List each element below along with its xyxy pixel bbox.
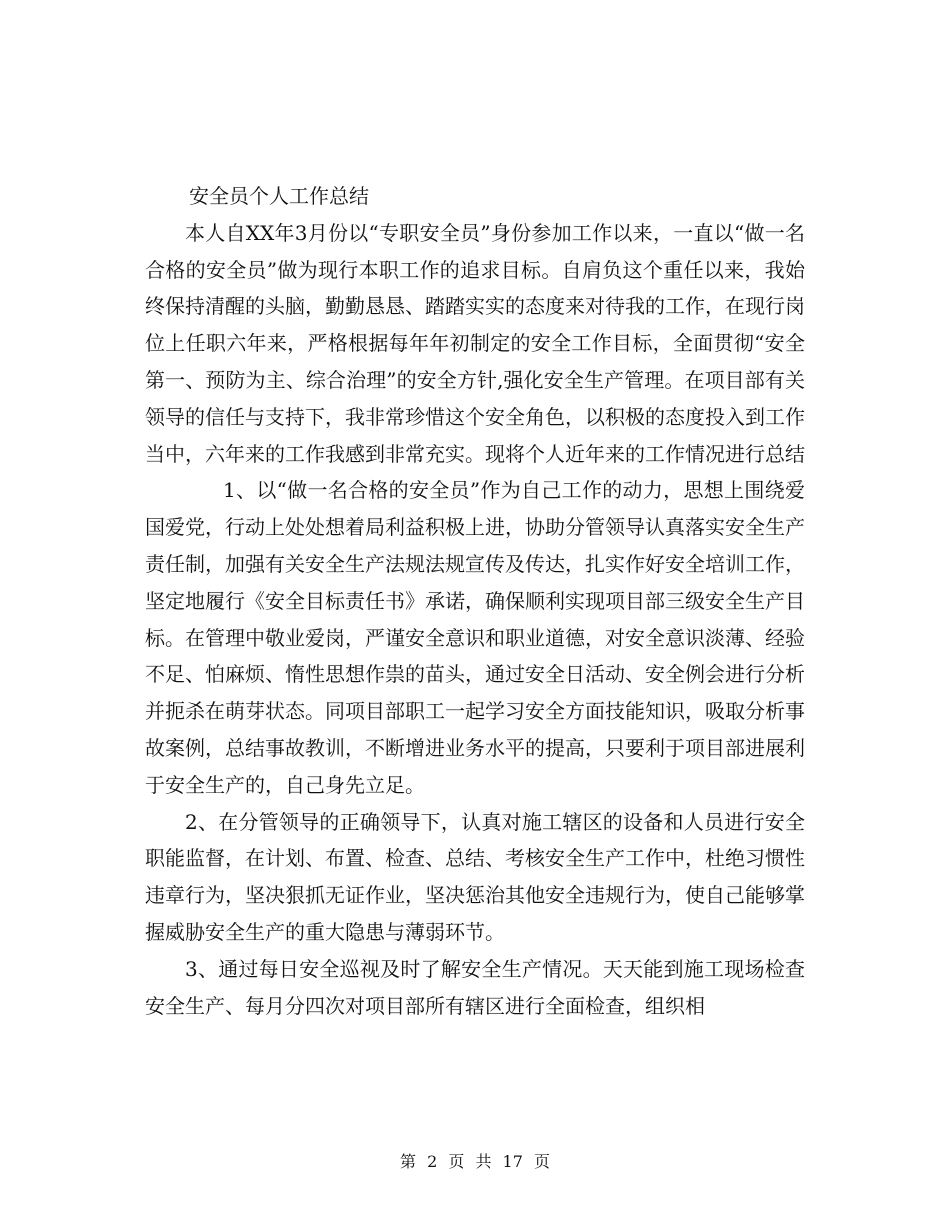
paragraph-item-3: 3、通过每日安全巡视及时了解安全生产情况。天天能到施工现场检查安全生产、每月分四次对项目部所有辖区进行全面检查，组织相 — [145, 956, 805, 1018]
intro-paragraph: 本人自XX年3月份以“专职安全员”身份参加工作以来，一直以“做一名合格的安全员”做为现行本职工作的追求目标。自肩负这个重任以来，我始终保持清醒的头脑，勤勤恳恳、踏踏实实的态度来对待我的工作，在现行岗位上任职六年来，严格根据每年年初制定的安全工作目标，全面贯彻“安全第一、预防为主、综合治理”的安全方针,强化安全生产管理。在项目部有关领导的信任与支持下，我非常珍惜这个安全角色，以积极的态度投入到工作当中，六年来的工作我感到非常充实。现将个人近年来的工作情况进行总结 — [145, 220, 805, 466]
paragraph-item-1: 1、以“做一名合格的安全员”作为自己工作的动力，思想上围绕爱国爱党，行动上处处想着局利益积极上进，协助分管领导认真落实安全生产责任制，加强有关安全生产法规法规宣传及传达，扎实作好安全培训工作，坚定地履行《安全目标责任书》承诺，确保顺利实现项目部三级安全生产目标。在管理中敬业爱岗，严谨安全意识和职业道德，对安全意识淡薄、经验不足、怕麻烦、惰性思想作祟的苗头，通过安全日活动、安全例会进行分析并扼杀在萌芽状态。同项目部职工一起学习安全方面技能知识，吸取分析事故案例，总结事故教训，不断增进业务水平的提高，只要利于项目部进展利于安全生产的，自己身先立足。 — [145, 478, 805, 797]
page-number-footer: 第 2 页 共 17 页 — [400, 1152, 550, 1171]
document-body — [145, 178, 805, 1024]
document-title: 安全员个人工作总结 — [189, 184, 369, 208]
paragraph-item-2: 2、在分管领导的正确领导下，认真对施工辖区的设备和人员进行安全职能监督，在计划、布置、检查、总结、考核安全生产工作中，杜绝习惯性违章行为，坚决狠抓无证作业，坚决惩治其他安全违规行为，使自己能够掌握威胁安全生产的重大隐患与薄弱环节。 — [145, 809, 805, 944]
